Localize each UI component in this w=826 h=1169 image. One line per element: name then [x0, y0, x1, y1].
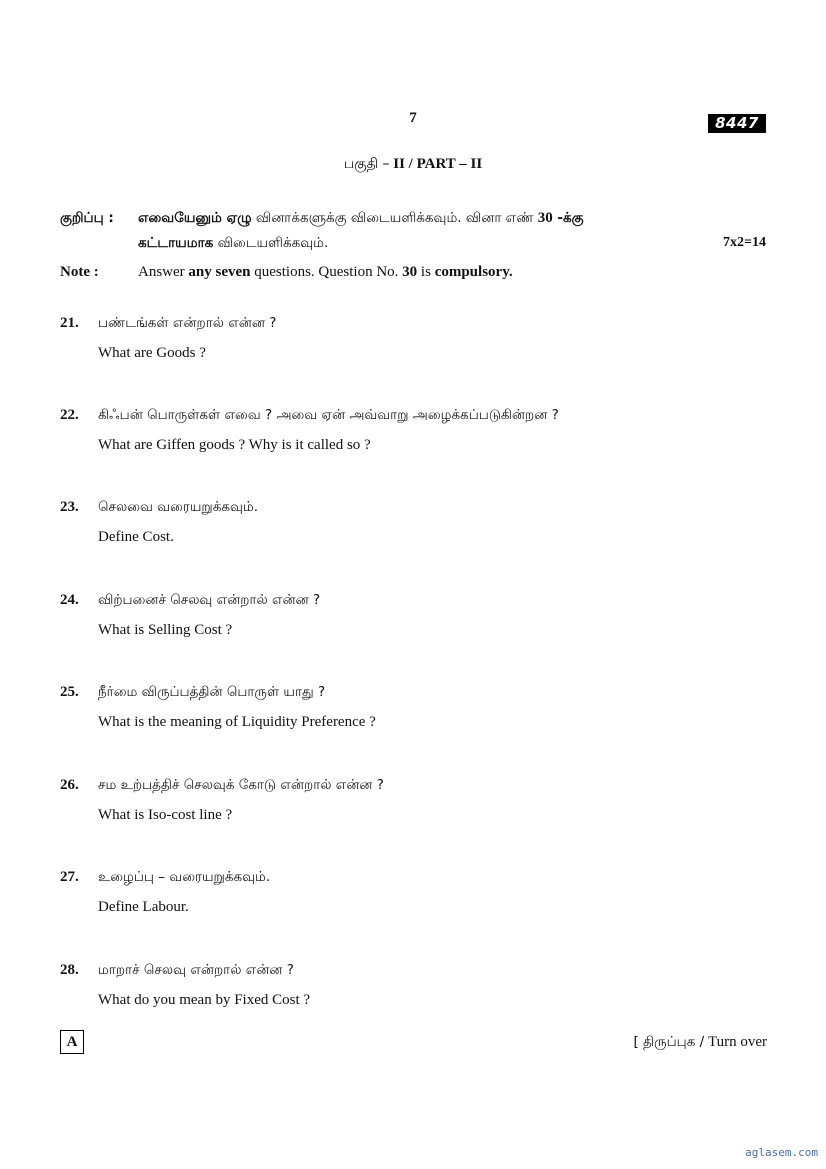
question-number: 25. — [60, 684, 79, 700]
marks-allocation: 7x2=14 — [723, 235, 766, 250]
turn-over-tamil: [ திருப்புக / — [633, 1034, 705, 1050]
note-bold-any-seven: any seven — [188, 264, 251, 280]
question-number: 28. — [60, 962, 79, 978]
series-letter-box: A — [60, 1030, 84, 1054]
question-number: 23. — [60, 499, 79, 515]
question-english: What is the meaning of Liquidity Preference ? — [98, 714, 376, 730]
kurippu-label: குறிப்பு : — [60, 210, 114, 226]
turn-over-label — [634, 1034, 768, 1052]
note-label: Note : — [60, 264, 99, 280]
kurippu-line-2 — [138, 235, 328, 253]
kurippu-text-1: வினாக்களுக்கு விடையளிக்கவும். வினா எண் — [251, 210, 538, 226]
kurippu-bold-1: எவையேனும் ஏழு — [138, 210, 252, 226]
question-english: Define Labour. — [98, 899, 189, 915]
watermark: aglasem.com — [745, 1146, 818, 1159]
note-text — [138, 264, 513, 281]
question-english: What do you mean by Fixed Cost ? — [98, 992, 311, 1008]
question-english: Define Cost. — [98, 529, 174, 545]
note-bold-question-number: 30 — [402, 264, 418, 280]
question-tamil: பண்டங்கள் என்றால் என்ன ? — [98, 315, 277, 331]
question-english: What are Giffen goods ? Why is it called so ? — [98, 437, 371, 453]
question-tamil: செலவை வரையறுக்கவும். — [98, 499, 259, 515]
question-number: 22. — [60, 407, 79, 423]
question-number: 21. — [60, 315, 79, 331]
question-english: What is Iso-cost line ? — [98, 807, 233, 823]
question-english: What is Selling Cost ? — [98, 622, 233, 638]
question-english: What are Goods ? — [98, 345, 206, 361]
question-tamil: நீர்மை விருப்பத்தின் பொருள் யாது ? — [98, 684, 326, 700]
note-text-part-1: Answer — [138, 264, 189, 280]
part-title-english: II / PART – II — [393, 156, 483, 172]
page-number: 7 — [409, 110, 417, 126]
paper-code-badge: 8447 — [708, 114, 766, 133]
note-bold-compulsory: compulsory. — [434, 264, 513, 280]
turn-over-english: Turn over — [704, 1034, 767, 1050]
part-title-tamil: பகுதி – — [343, 156, 390, 172]
question-tamil: உழைப்பு – வரையறுக்கவும். — [98, 869, 271, 885]
question-tamil: விற்பனைச் செலவு என்றால் என்ன ? — [98, 592, 321, 608]
question-tamil: மாறாச் செலவு என்றால் என்ன ? — [98, 962, 294, 978]
kurippu-question-number: 30 — [537, 210, 553, 226]
question-number: 26. — [60, 777, 79, 793]
question-tamil: சம உற்பத்திச் செலவுக் கோடு என்றால் என்ன ? — [98, 777, 384, 793]
part-title — [0, 156, 826, 174]
kurippu-text-2: விடையளிக்கவும். — [213, 235, 329, 251]
question-tamil: கிஃபன் பொருள்கள் எவை ? அவை ஏன் அவ்வாறு அழைக்கப்படுகின்றன ? — [98, 407, 559, 423]
kurippu-bold-3: கட்டாயமாக — [138, 235, 214, 251]
note-text-part-3: is — [417, 264, 435, 280]
kurippu-bold-2: -க்கு — [552, 210, 584, 226]
question-number: 27. — [60, 869, 79, 885]
question-number: 24. — [60, 592, 79, 608]
kurippu-line-1 — [138, 210, 768, 228]
note-text-part-2: questions. Question No. — [250, 264, 403, 280]
